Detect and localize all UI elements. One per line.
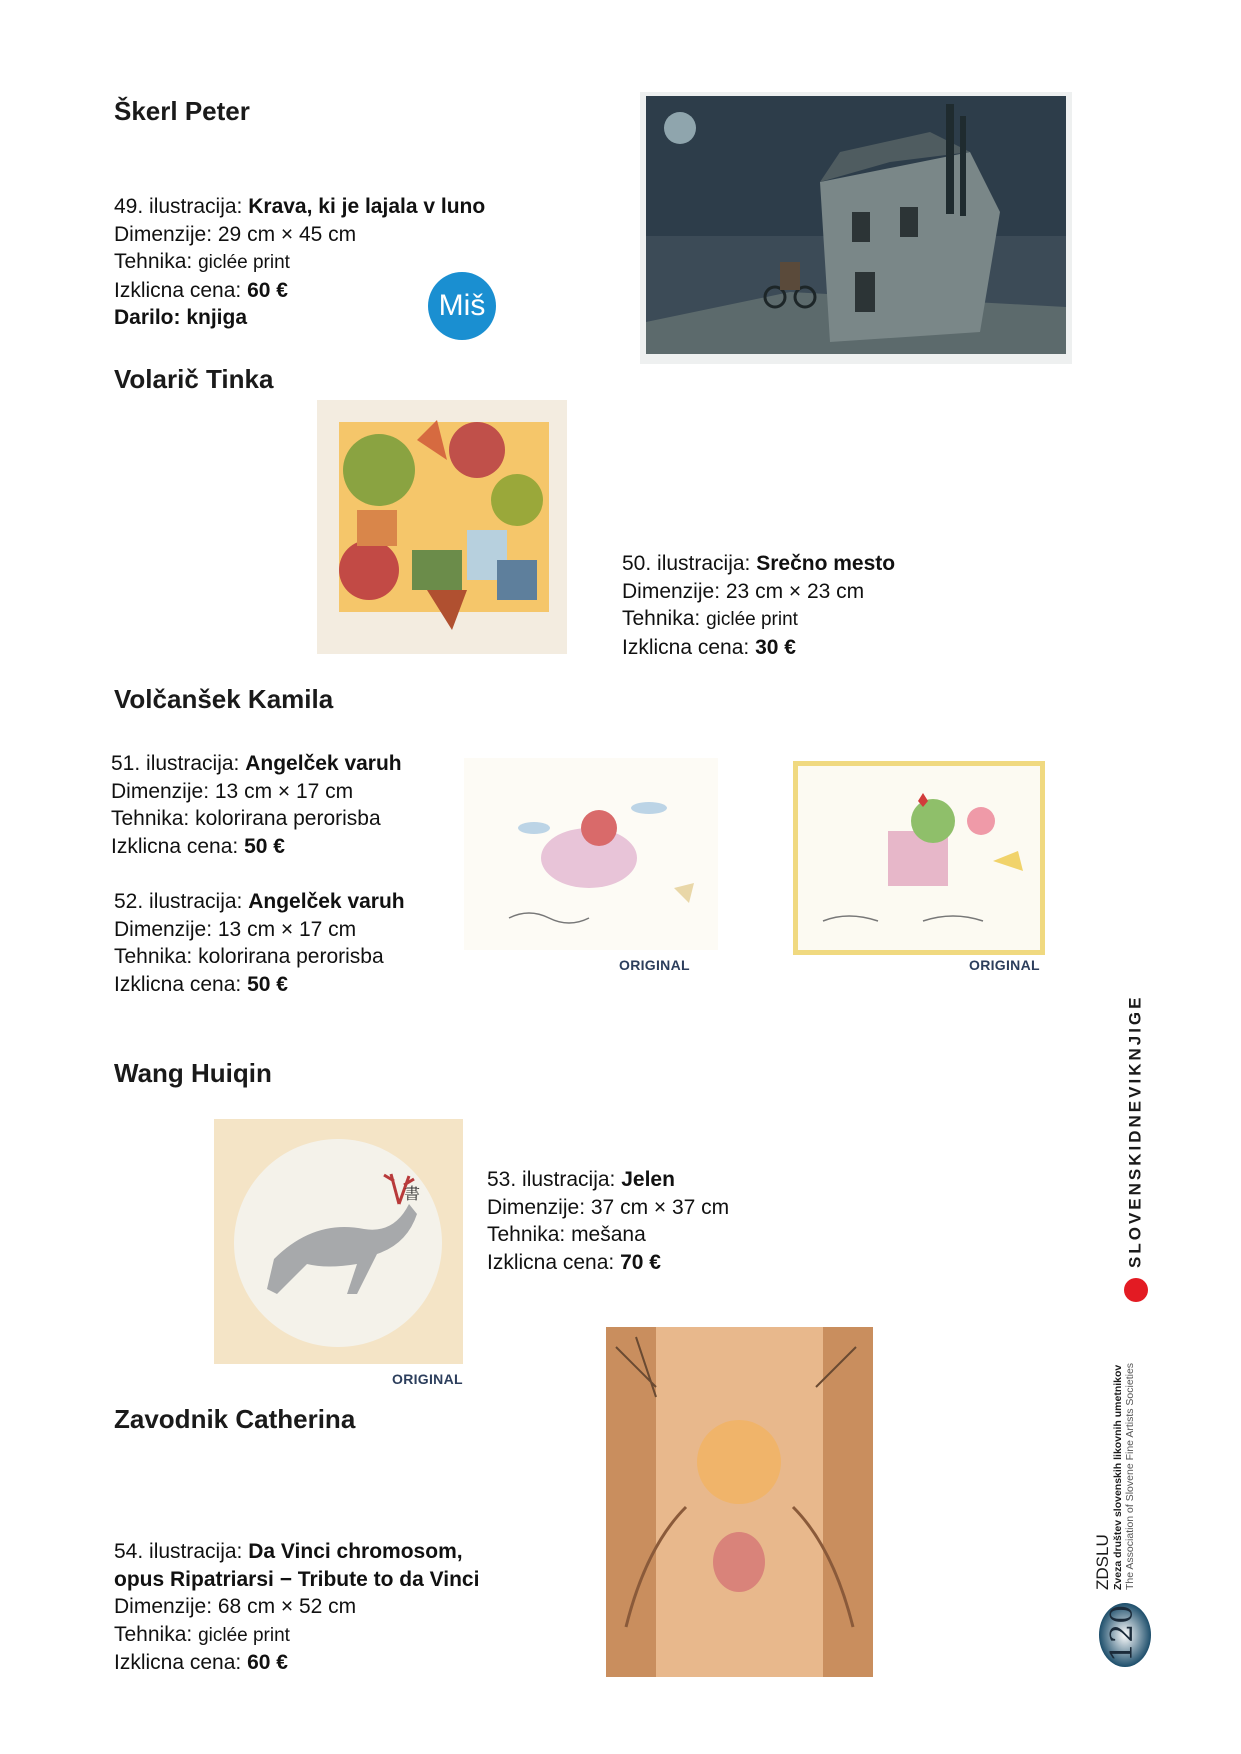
- technique-label: Tehnika:: [114, 945, 199, 968]
- original-label: ORIGINAL: [619, 957, 690, 973]
- artwork-title: Krava, ki je lajala v luno: [248, 195, 486, 218]
- price-value: 70 €: [620, 1250, 661, 1274]
- technique-value: kolorirana perorisba: [195, 807, 381, 830]
- dimensions-label: Dimenzije:: [487, 1195, 591, 1219]
- artwork-title: Angelček varuh: [245, 752, 402, 775]
- zdslu-title: ZDSLU: [1093, 1534, 1112, 1590]
- zdslu-subtitle-en: The Association of Slovene Fine Artists Societies: [1124, 1362, 1136, 1590]
- svg-text:書: 書: [404, 1184, 421, 1203]
- artwork-info-52: [114, 888, 405, 998]
- gift-value: knjiga: [186, 306, 248, 329]
- artwork-image-54: [606, 1327, 873, 1677]
- artist-name: Škerl Peter: [114, 96, 250, 126]
- logo-number: 120: [1105, 1604, 1140, 1662]
- dimensions-label: Dimenzije:: [114, 222, 218, 246]
- artwork-number: 51. ilustracija:: [111, 752, 246, 775]
- dimensions-label: Dimenzije:: [111, 779, 215, 803]
- price-value: 60 €: [247, 1651, 288, 1674]
- artist-name: Volčanšek Kamila: [114, 684, 334, 714]
- artwork-title: Jelen: [621, 1168, 675, 1191]
- dimensions-value: 13 cm × 17 cm: [217, 917, 357, 941]
- artwork-title: Angelček varuh: [248, 890, 405, 913]
- artist-name: Volarič Tinka: [114, 364, 274, 394]
- brand-dot-icon: [1124, 1278, 1148, 1302]
- price-label: Izklicna cena:: [111, 834, 245, 858]
- brand-text: SLOVENSKIDNEVIKNJIGE: [1125, 994, 1145, 1268]
- artist-name: Zavodnik Catherina: [114, 1404, 356, 1434]
- artwork-number: 53. ilustracija:: [487, 1168, 622, 1191]
- artwork-info-50: [622, 550, 895, 661]
- artwork-image-52: [793, 761, 1045, 955]
- zdslu-label: [1094, 1363, 1136, 1590]
- price-label: Izklicna cena:: [114, 278, 248, 302]
- artwork-image-50: [317, 400, 567, 654]
- artwork-number: 50. ilustracija:: [622, 552, 757, 575]
- dimensions-value: 29 cm × 45 cm: [217, 222, 357, 246]
- artwork-info-54: [114, 1538, 479, 1677]
- technique-label: Tehnika:: [622, 607, 707, 630]
- technique-value: kolorirana perorisba: [198, 945, 384, 968]
- artwork-image-51: [464, 758, 718, 950]
- price-value: 30 €: [755, 635, 796, 659]
- technique-label: Tehnika:: [111, 807, 196, 830]
- artwork-title-line2: opus Ripatriarsi − Tribute to da Vinci: [114, 1567, 480, 1591]
- dimensions-label: Dimenzije:: [114, 1595, 218, 1618]
- technique-label: Tehnika:: [487, 1223, 572, 1246]
- dimensions-value: 37 cm × 37 cm: [590, 1195, 730, 1219]
- original-label: ORIGINAL: [392, 1371, 463, 1387]
- artwork-number: 49. ilustracija:: [114, 195, 249, 218]
- artwork-image-49: [640, 92, 1072, 364]
- dimensions-value: 68 cm × 52 cm: [217, 1595, 357, 1618]
- price-label: Izklicna cena:: [114, 1651, 248, 1674]
- technique-value: giclée print: [706, 609, 798, 630]
- artwork-title: Da Vinci chromosom,: [248, 1540, 463, 1563]
- zdslu-120-logo: [1095, 1600, 1155, 1670]
- technique-value: mešana: [571, 1223, 646, 1246]
- dimensions-label: Dimenzije:: [114, 917, 218, 941]
- technique-label: Tehnika:: [114, 250, 199, 273]
- price-label: Izklicna cena:: [622, 635, 756, 659]
- artist-name: Wang Huiqin: [114, 1058, 272, 1088]
- gift-label: Darilo:: [114, 306, 187, 329]
- mis-publisher-logo: Miš: [428, 272, 496, 340]
- dimensions-value: 23 cm × 23 cm: [725, 579, 865, 603]
- original-label: ORIGINAL: [969, 957, 1040, 973]
- artwork-info-51: [111, 750, 402, 860]
- slovenski-dnevi-knjige-brand: [1124, 995, 1148, 1303]
- artwork-title: Srečno mesto: [756, 552, 896, 575]
- price-label: Izklicna cena:: [487, 1250, 621, 1274]
- technique-label: Tehnika:: [114, 1622, 199, 1646]
- price-value: 50 €: [244, 834, 285, 858]
- price-value: 60 €: [247, 278, 288, 302]
- dimensions-label: Dimenzije:: [622, 579, 726, 603]
- price-value: 50 €: [247, 972, 288, 996]
- technique-value: giclée print: [198, 1624, 290, 1646]
- artwork-number: 52. ilustracija:: [114, 890, 249, 913]
- dimensions-value: 13 cm × 17 cm: [214, 779, 354, 803]
- artwork-image-53: [214, 1119, 463, 1364]
- price-label: Izklicna cena:: [114, 972, 248, 996]
- technique-value: giclée print: [198, 252, 290, 273]
- zdslu-subtitle-sl: Zveza društev slovenskih likovnih umetnikov: [1112, 1364, 1124, 1590]
- artwork-number: 54. ilustracija:: [114, 1540, 249, 1563]
- artwork-info-53: [487, 1166, 729, 1276]
